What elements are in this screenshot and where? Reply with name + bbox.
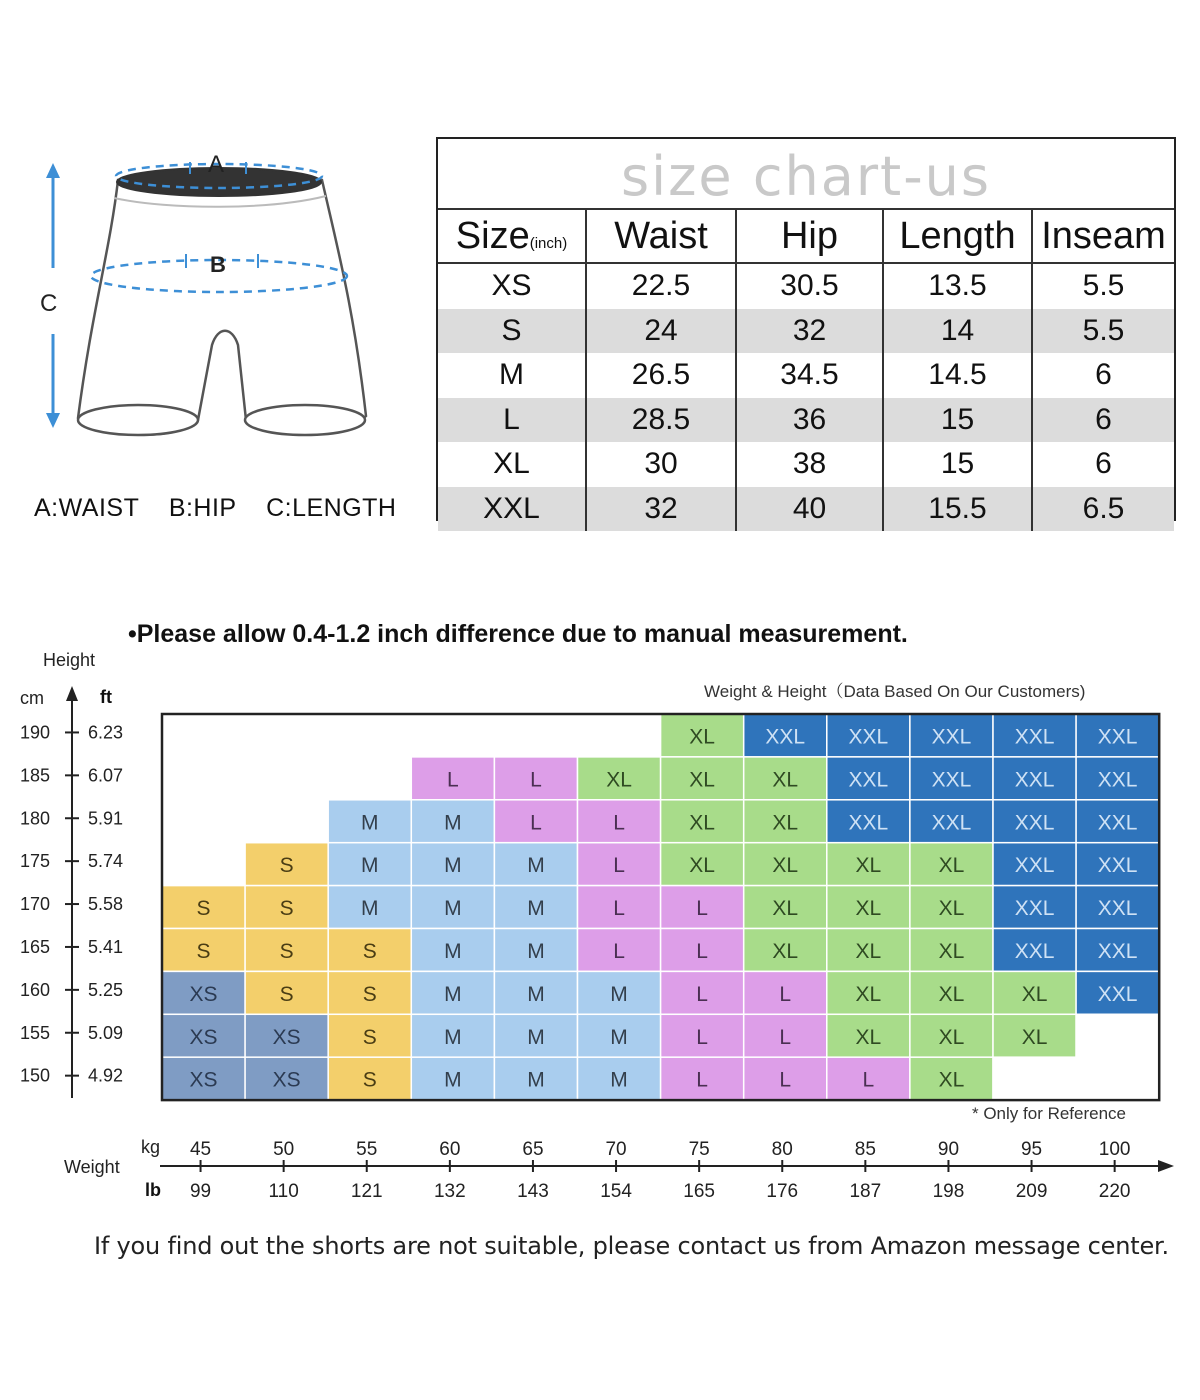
ft-unit-label: ft: [100, 687, 112, 707]
cell-size-label: L: [696, 897, 708, 921]
height-ft-label: 5.74: [88, 851, 124, 872]
cell-size-label: S: [362, 982, 377, 1006]
cell-size-label: XL: [689, 854, 715, 878]
header-hip: Hip: [736, 209, 883, 263]
grid-cell: [162, 714, 245, 757]
cell-size-label: XXL: [1014, 725, 1055, 749]
weight-kg-label: 55: [356, 1139, 378, 1160]
grid-cell: [328, 757, 411, 800]
weight-kg-label: 65: [522, 1139, 544, 1160]
cell-size-label: L: [779, 1068, 792, 1092]
cell-size-label: XL: [855, 939, 882, 963]
cell-size-label: M: [361, 854, 379, 878]
cell-hip: 36: [736, 398, 883, 443]
height-axis-arrow: [66, 686, 78, 701]
height-cm-label: 185: [19, 765, 50, 786]
cell-size-label: XL: [689, 725, 715, 749]
chart-title: Weight & Height（Data Based On Our Customers): [704, 682, 1086, 701]
weight-lb-label: 176: [766, 1181, 799, 1202]
cell-size-label: XXL: [1097, 811, 1138, 835]
cell-size-label: XS: [189, 1025, 218, 1049]
cell-waist: 28.5: [586, 398, 736, 443]
height-ft-label: 5.41: [88, 936, 124, 957]
cell-size-label: S: [279, 982, 294, 1006]
cell-size-label: M: [361, 897, 379, 921]
weight-kg-label: 95: [1020, 1139, 1043, 1160]
grid-cell: [494, 714, 577, 757]
cell-size-label: S: [279, 939, 294, 963]
measurement-note: •Please allow 0.4-1.2 inch difference due to manual measurement.: [128, 620, 908, 648]
cell-hip: 32: [736, 309, 883, 354]
grid-cell: [993, 1057, 1076, 1100]
cell-size-label: XL: [772, 811, 799, 835]
weight-kg-label: 90: [937, 1139, 960, 1160]
cell-size: S: [438, 309, 586, 354]
cell-size-label: L: [530, 811, 542, 835]
lb-unit-label: lb: [145, 1180, 161, 1200]
cell-size-label: XXL: [1097, 897, 1138, 921]
cell-size-label: M: [527, 854, 545, 878]
cell-size-label: XL: [938, 1025, 965, 1049]
legend-length: C:LENGTH: [266, 494, 397, 522]
cell-size-label: M: [444, 854, 462, 878]
height-ft-label: 5.91: [88, 808, 124, 829]
hip-letter: B: [210, 252, 226, 277]
cell-length: 15: [883, 398, 1032, 443]
weight-lb-label: 187: [849, 1181, 882, 1202]
cell-size-label: S: [362, 1068, 377, 1092]
height-cm-label: 170: [19, 894, 50, 915]
weight-lb-label: 220: [1098, 1181, 1131, 1202]
cell-size-label: L: [696, 939, 708, 963]
weight-kg-label: 70: [605, 1139, 627, 1160]
header-length: Length: [883, 209, 1032, 263]
cell-size-label: L: [613, 897, 625, 921]
cell-size-label: M: [444, 897, 462, 921]
cell-size-label: XL: [1021, 982, 1048, 1006]
cell-size-label: XXL: [1097, 939, 1138, 963]
cell-size-label: XS: [189, 982, 218, 1006]
weight-axis-label: Weight: [64, 1157, 120, 1177]
cell-size-label: XS: [272, 1025, 301, 1049]
cell-size-label: S: [279, 897, 294, 921]
cell-size-label: XL: [772, 897, 799, 921]
grid-cell: [245, 757, 328, 800]
height-cm-label: 155: [19, 1022, 50, 1043]
cell-size-label: S: [196, 897, 211, 921]
weight-kg-label: 45: [189, 1139, 212, 1160]
cell-size-label: L: [696, 1068, 708, 1092]
cell-size-label: M: [444, 1025, 462, 1049]
height-cm-label: 165: [19, 936, 50, 957]
cell-size-label: XL: [938, 897, 965, 921]
cell-size-label: L: [613, 939, 625, 963]
cell-size-label: M: [527, 1025, 545, 1049]
weight-lb-label: 165: [683, 1181, 716, 1202]
cell-size-label: XXL: [931, 811, 972, 835]
legend-hip: B:HIP: [168, 494, 237, 522]
weight-kg-label: 100: [1098, 1139, 1131, 1160]
cell-inseam: 6.5: [1032, 487, 1174, 532]
cell-size-label: M: [444, 982, 462, 1006]
cell-size-label: XXL: [848, 725, 889, 749]
cell-inseam: 6: [1032, 353, 1174, 398]
cell-size-label: L: [613, 854, 625, 878]
cell-size-label: XXL: [765, 725, 806, 749]
cell-length: 14.5: [883, 353, 1032, 398]
weight-axis-arrow: [1158, 1160, 1174, 1172]
cell-waist: 22.5: [586, 263, 736, 309]
cell-size-label: XXL: [1097, 768, 1138, 792]
cell-size-label: S: [362, 939, 377, 963]
cell-size: M: [499, 358, 524, 392]
cell-size-label: M: [610, 982, 628, 1006]
waist-letter: A: [208, 151, 225, 178]
grid-cell: [1076, 1014, 1159, 1057]
weight-lb-label: 110: [268, 1181, 299, 1202]
cell-size-label: XS: [189, 1068, 218, 1092]
cell-size-label: L: [613, 811, 625, 835]
weight-lb-label: 143: [517, 1181, 549, 1202]
cell-size-label: M: [610, 1068, 628, 1092]
cell-hip: 30.5: [736, 263, 883, 309]
kg-unit-label: kg: [141, 1137, 161, 1157]
height-ft-label: 5.09: [88, 1022, 124, 1043]
cell-size-label: M: [444, 939, 462, 963]
cell-size: XL: [493, 447, 530, 481]
cell-size-label: XL: [855, 982, 882, 1006]
height-ft-label: 4.92: [88, 1065, 124, 1086]
grid-cell: [245, 714, 328, 757]
cell-size: XXL: [438, 487, 586, 532]
cell-size-label: XXL: [1014, 854, 1055, 878]
header-size-unit: (inch): [529, 234, 568, 252]
cell-size-label: M: [610, 1025, 628, 1049]
cell-size-label: L: [530, 768, 542, 792]
cell-hip: 40: [736, 487, 883, 532]
cell-size-label: XXL: [1097, 725, 1138, 749]
grid-cell: [245, 800, 328, 843]
cell-size-label: XXL: [1097, 982, 1138, 1006]
height-ft-label: 6.23: [88, 722, 124, 743]
cell-size-label: XL: [938, 854, 965, 878]
size-chart-title: size chart-us: [620, 145, 992, 208]
grid-cell: [162, 757, 245, 800]
cell-size-label: M: [361, 811, 379, 835]
cell-size: XS: [491, 269, 532, 303]
cell-size-label: L: [779, 982, 792, 1006]
cell-size-label: L: [696, 982, 708, 1006]
cell-size-label: XXL: [931, 725, 972, 749]
weight-lb-label: 121: [350, 1181, 383, 1202]
header-size: Size(inch): [438, 209, 586, 263]
cell-size-label: M: [527, 982, 545, 1006]
footer-contact-note: If you find out the shorts are not suitable, please contact us from Amazon message center.: [94, 1232, 1169, 1260]
cell-inseam: 6: [1032, 442, 1174, 487]
legend-waist: A:WAIST: [34, 494, 140, 522]
cell-size-label: XL: [772, 854, 799, 878]
cell-size-label: M: [527, 939, 545, 963]
weight-kg-label: 50: [273, 1139, 295, 1160]
reference-note: * Only for Reference: [972, 1104, 1127, 1123]
grid-cell: [328, 714, 411, 757]
weight-kg-label: 80: [771, 1139, 793, 1160]
cell-size: L: [438, 398, 586, 443]
height-axis-label: Height: [43, 650, 96, 670]
weight-kg-label: 85: [854, 1139, 876, 1160]
cell-hip: 34.5: [736, 353, 883, 398]
cell-size-label: XXL: [1014, 939, 1055, 963]
cell-size-label: XL: [855, 1025, 882, 1049]
height-cm-label: 160: [19, 979, 50, 1000]
cell-size-label: M: [527, 897, 545, 921]
header-waist: Waist: [586, 209, 736, 263]
cell-length: 15: [883, 442, 1032, 487]
cm-unit-label: cm: [20, 688, 44, 708]
weight-lb-label: 99: [189, 1181, 212, 1202]
length-letter: C: [40, 290, 58, 317]
cell-size-label: L: [862, 1068, 875, 1092]
cell-size-label: M: [527, 1068, 545, 1092]
weight-kg-label: 75: [688, 1139, 710, 1160]
height-cm-label: 175: [19, 851, 50, 872]
grid-cell: [162, 843, 245, 886]
height-cm-label: 180: [19, 808, 50, 829]
grid-cell: [578, 714, 661, 757]
cell-size-label: XL: [855, 854, 882, 878]
height-ft-label: 5.25: [88, 979, 124, 1000]
cell-size-label: XXL: [848, 811, 889, 835]
header-inseam: Inseam: [1032, 209, 1174, 263]
cell-size-label: L: [447, 768, 459, 792]
cell-size-label: XL: [938, 982, 965, 1006]
cell-waist: 32: [586, 487, 736, 532]
cell-size-label: L: [779, 1025, 792, 1049]
cell-inseam: 5.5: [1032, 309, 1174, 354]
height-cm-label: 150: [19, 1065, 50, 1086]
cell-size-label: XL: [855, 897, 882, 921]
cell-inseam: 6: [1032, 398, 1174, 443]
cell-size-label: XL: [606, 768, 632, 792]
grid-cell: [411, 714, 494, 757]
height-ft-label: 5.58: [88, 894, 124, 915]
cell-size-label: XL: [938, 939, 965, 963]
grid-cell: [1076, 1057, 1159, 1100]
cell-size-label: XL: [1021, 1025, 1048, 1049]
weight-lb-label: 198: [932, 1181, 965, 1202]
cell-inseam: 5.5: [1032, 263, 1174, 309]
cell-size-label: S: [279, 854, 294, 878]
cell-hip: 38: [736, 442, 883, 487]
cell-waist: 26.5: [586, 353, 736, 398]
weight-kg-label: 60: [439, 1139, 461, 1160]
cell-waist: 24: [586, 309, 736, 354]
cell-size-label: L: [696, 1025, 708, 1049]
weight-lb-label: 154: [600, 1181, 632, 1202]
cell-size-label: XXL: [848, 768, 889, 792]
cell-size-label: M: [444, 811, 462, 835]
cell-size-label: XXL: [1014, 768, 1055, 792]
cell-length: 15.5: [883, 487, 1032, 532]
cell-length: 14: [883, 309, 1032, 354]
cell-size-label: XL: [772, 768, 799, 792]
cell-size-label: M: [444, 1068, 462, 1092]
grid-cell: [162, 800, 245, 843]
cell-size-label: XXL: [1097, 854, 1138, 878]
cell-size-label: XL: [772, 939, 799, 963]
cell-size-label: S: [362, 1025, 377, 1049]
cell-size-label: XL: [938, 1068, 965, 1092]
cell-size-label: XS: [272, 1068, 301, 1092]
cell-size-label: XXL: [1014, 897, 1055, 921]
cell-waist: 30: [586, 442, 736, 487]
weight-lb-label: 132: [433, 1181, 466, 1202]
height-cm-label: 190: [19, 722, 50, 743]
cell-length: 13.5: [883, 263, 1032, 309]
weight-lb-label: 209: [1015, 1181, 1048, 1202]
cell-size-label: XL: [689, 768, 715, 792]
cell-size-label: S: [196, 939, 211, 963]
cell-size-label: XXL: [931, 768, 972, 792]
height-ft-label: 6.07: [88, 765, 124, 786]
cell-size-label: XL: [689, 811, 715, 835]
cell-size-label: XXL: [1014, 811, 1055, 835]
